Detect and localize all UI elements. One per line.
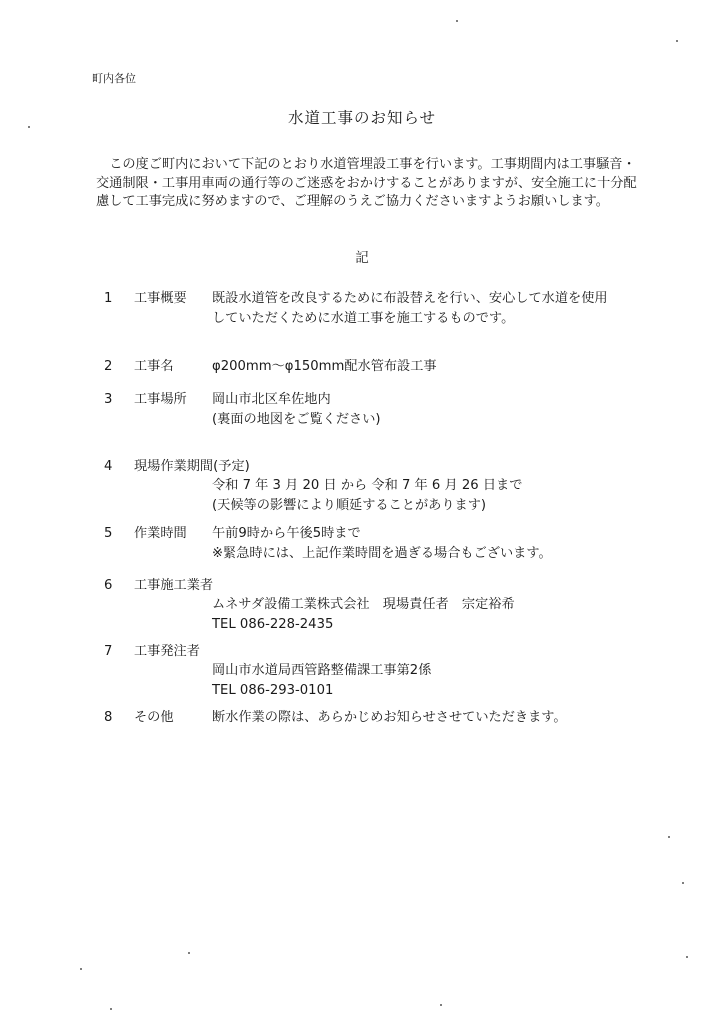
item-line: 令和 7 年 3 月 20 日 から 令和 7 年 6 月 26 日まで <box>212 478 523 493</box>
item-label: 現場作業期間(予定) <box>134 459 250 474</box>
scan-speck <box>28 126 30 128</box>
scan-speck <box>440 1004 442 1006</box>
item-line: 断水作業の際は、あらかじめお知らせさせていただきます。 <box>212 710 567 725</box>
scan-speck <box>682 882 684 884</box>
item-line: ※緊急時には、上記作業時間を過ぎる場合もございます。 <box>212 545 552 561</box>
intro-paragraph <box>96 156 641 212</box>
page-title: 水道工事のお知らせ <box>287 109 437 127</box>
item-line: 岡山市水道局西管路整備課工事第2係 <box>212 663 432 678</box>
item-body <box>212 524 622 563</box>
item-number: 5 <box>104 526 113 541</box>
scan-speck <box>110 1008 112 1010</box>
item-label: 作業時間 <box>134 526 187 541</box>
item-label: 工事施工業者 <box>134 578 214 593</box>
item-line: 既設水道管を改良するために布設替えを行い、安心して水道を使用していただくために水道工事を施工するものです。 <box>212 291 608 326</box>
item-body <box>212 390 622 429</box>
addressee: 町内各位 <box>92 72 136 85</box>
item-line: (裏面の地図をご覧ください) <box>212 411 381 427</box>
item-line: ムネサダ設備工業株式会社 現場責任者 宗定裕希 <box>212 597 515 612</box>
item-number: 4 <box>104 459 113 474</box>
item-label: 工事発注者 <box>134 644 200 659</box>
scan-speck <box>80 968 82 970</box>
item-number: 2 <box>104 359 113 374</box>
intro-text: この度ご町内において下記のとおり水道管埋設工事を行います。工事期間内は工事騒音・交通制限・工事用車両の通行等のご迷惑をおかけすることがありますが、安全施工に十分配慮して工事完成に努めますので、ご理解のうえご協力くださいますようお願いします。 <box>96 157 637 209</box>
item-line: 午前9時から午後5時まで <box>212 526 361 541</box>
item-line: TEL 086-293-0101 <box>212 682 334 698</box>
item-body <box>212 476 622 515</box>
item-line: φ200mm～φ150mm配水管布設工事 <box>212 359 437 374</box>
item-line: TEL 086-228-2435 <box>212 616 334 632</box>
ki-heading: 記 <box>355 250 369 266</box>
item-label: 工事場所 <box>134 392 187 407</box>
item-number: 3 <box>104 392 113 407</box>
item-number: 6 <box>104 578 113 593</box>
item-body <box>212 595 622 634</box>
item-body <box>212 708 622 728</box>
item-number: 8 <box>104 710 113 725</box>
item-label: その他 <box>134 710 174 725</box>
scan-speck <box>686 956 688 958</box>
scan-speck <box>456 20 458 22</box>
item-label: 工事名 <box>134 359 174 374</box>
item-label: 工事概要 <box>134 291 187 306</box>
scan-speck <box>668 836 670 838</box>
item-body <box>212 289 620 328</box>
scan-speck <box>676 40 678 42</box>
scan-speck <box>188 952 190 954</box>
item-body <box>212 357 622 377</box>
item-line: (天候等の影響により順延することがあります) <box>212 497 487 513</box>
item-line: 岡山市北区牟佐地内 <box>212 392 331 407</box>
item-number: 1 <box>104 291 113 306</box>
item-number: 7 <box>104 644 113 659</box>
item-body <box>212 661 622 700</box>
